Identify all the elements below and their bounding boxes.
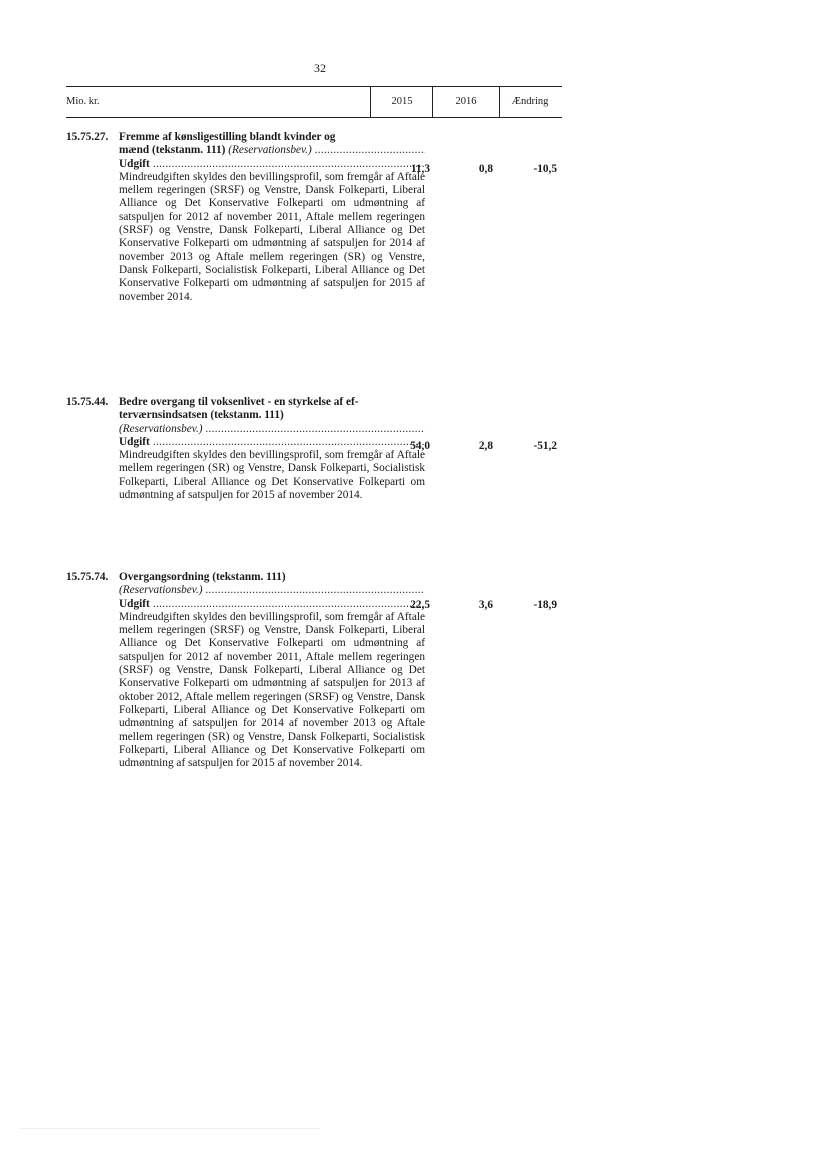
value-2015: 54,0 bbox=[410, 440, 430, 452]
section-text: Mindreudgiften skyldes den bevillingsprofil, som fremgår af Aftale mellem regeringen (SRSF) og Venstre, Dansk Folkeparti, Liberal Alliance og Det Konservative Folkeparti om udmøntning af satspuljen for 2012 af november 2011, Aftale mellem regeringen (SRSF) og Venstre, Dansk Folkeparti, Liberal Alliance og Det Konservative Folkeparti om udmøntning af satspuljen for 2014 af november 2013 og Aftale mellem regeringen (SR) og Venstre, Dansk Folkeparti, Socialistisk Folkeparti, Liberal Alliance og Det Konservative Folkeparti om udmøntning af satspuljen for 2015 af november 2014. bbox=[119, 170, 425, 303]
section-code: 15.75.44. bbox=[66, 396, 109, 408]
reservation-label: (Reservationsbev.) ..... bbox=[119, 423, 425, 436]
section-title: Fremme af kønsligestilling blandt kvinder og bbox=[119, 131, 336, 143]
value-change: -18,9 bbox=[533, 599, 557, 611]
udgift-label: Udgift ..... bbox=[119, 158, 425, 171]
value-change: -51,2 bbox=[533, 440, 557, 452]
section-title: Overgangsordning (tekstanm. 111) bbox=[119, 571, 286, 583]
value-2015: 22,5 bbox=[410, 599, 430, 611]
section-code: 15.75.27. bbox=[66, 131, 109, 143]
section-title: mænd (tekstanm. 111) bbox=[119, 144, 226, 157]
udgift-label: Udgift ..... bbox=[119, 598, 425, 611]
section-text: Mindreudgiften skyldes den bevillingsprofil, som fremgår af Aftale mellem regeringen (SR) og Venstre, Dansk Folkeparti, Socialistisk Folkeparti, Liberal Alliance og Det Konservative Folkeparti om udmøntning af satspuljen for 2015 af november 2014. bbox=[119, 449, 425, 502]
section-title: Bedre overgang til voksenlivet - en styrkelse af ef- bbox=[119, 396, 359, 408]
section-code: 15.75.74. bbox=[66, 571, 109, 583]
value-2016: 2,8 bbox=[478, 440, 493, 452]
reservation-label: (Reservationsbev.) ..... bbox=[119, 584, 425, 597]
value-2016: 3,6 bbox=[478, 599, 493, 611]
scan-artifact-line bbox=[20, 1128, 320, 1129]
value-2015: 11,3 bbox=[410, 163, 430, 175]
unit-label: Mio. kr. bbox=[66, 96, 100, 107]
udgift-label: Udgift ..... bbox=[119, 436, 425, 449]
section-text: Mindreudgiften skyldes den bevillingsprofil, som fremgår af Aftale mellem regeringen (SRSF) og Venstre, Dansk Folkeparti, Liberal Alliance og Det Konservative Folkeparti om udmøntning af satspuljen for 2012 af november 2011, Aftale mellem regeringen (SRSF) og Venstre, Dansk Folkeparti, Liberal Alliance og Det Konservative Folkeparti om udmøntning af satspuljen for 2013 af oktober 2012, Aftale mellem regeringen (SRSF) og Venstre, Dansk Folkeparti, Liberal Alliance og Det Konservative Folkeparti om udmøntning af satspuljen for 2014 af november 2013 og Aftale mellem regeringen (SR) og Venstre, Dansk Folkeparti, Socialistisk Folkeparti, Liberal Alliance og Det Konservative Folkeparti om udmøntning af satspuljen for 2015 af november 2014. bbox=[119, 610, 425, 770]
page-number: 32 bbox=[314, 61, 326, 75]
column-2015: 2015 bbox=[370, 87, 433, 117]
section-title: terværnsindsatsen (tekstanm. 111) bbox=[119, 409, 284, 422]
value-change: -10,5 bbox=[533, 163, 557, 175]
column-2016: 2016 bbox=[432, 87, 500, 117]
column-change: Ændring bbox=[511, 96, 549, 107]
value-2016: 0,8 bbox=[478, 163, 493, 175]
table-header bbox=[66, 86, 562, 118]
reservation-label: (Reservationsbev.) ..... bbox=[228, 144, 425, 156]
